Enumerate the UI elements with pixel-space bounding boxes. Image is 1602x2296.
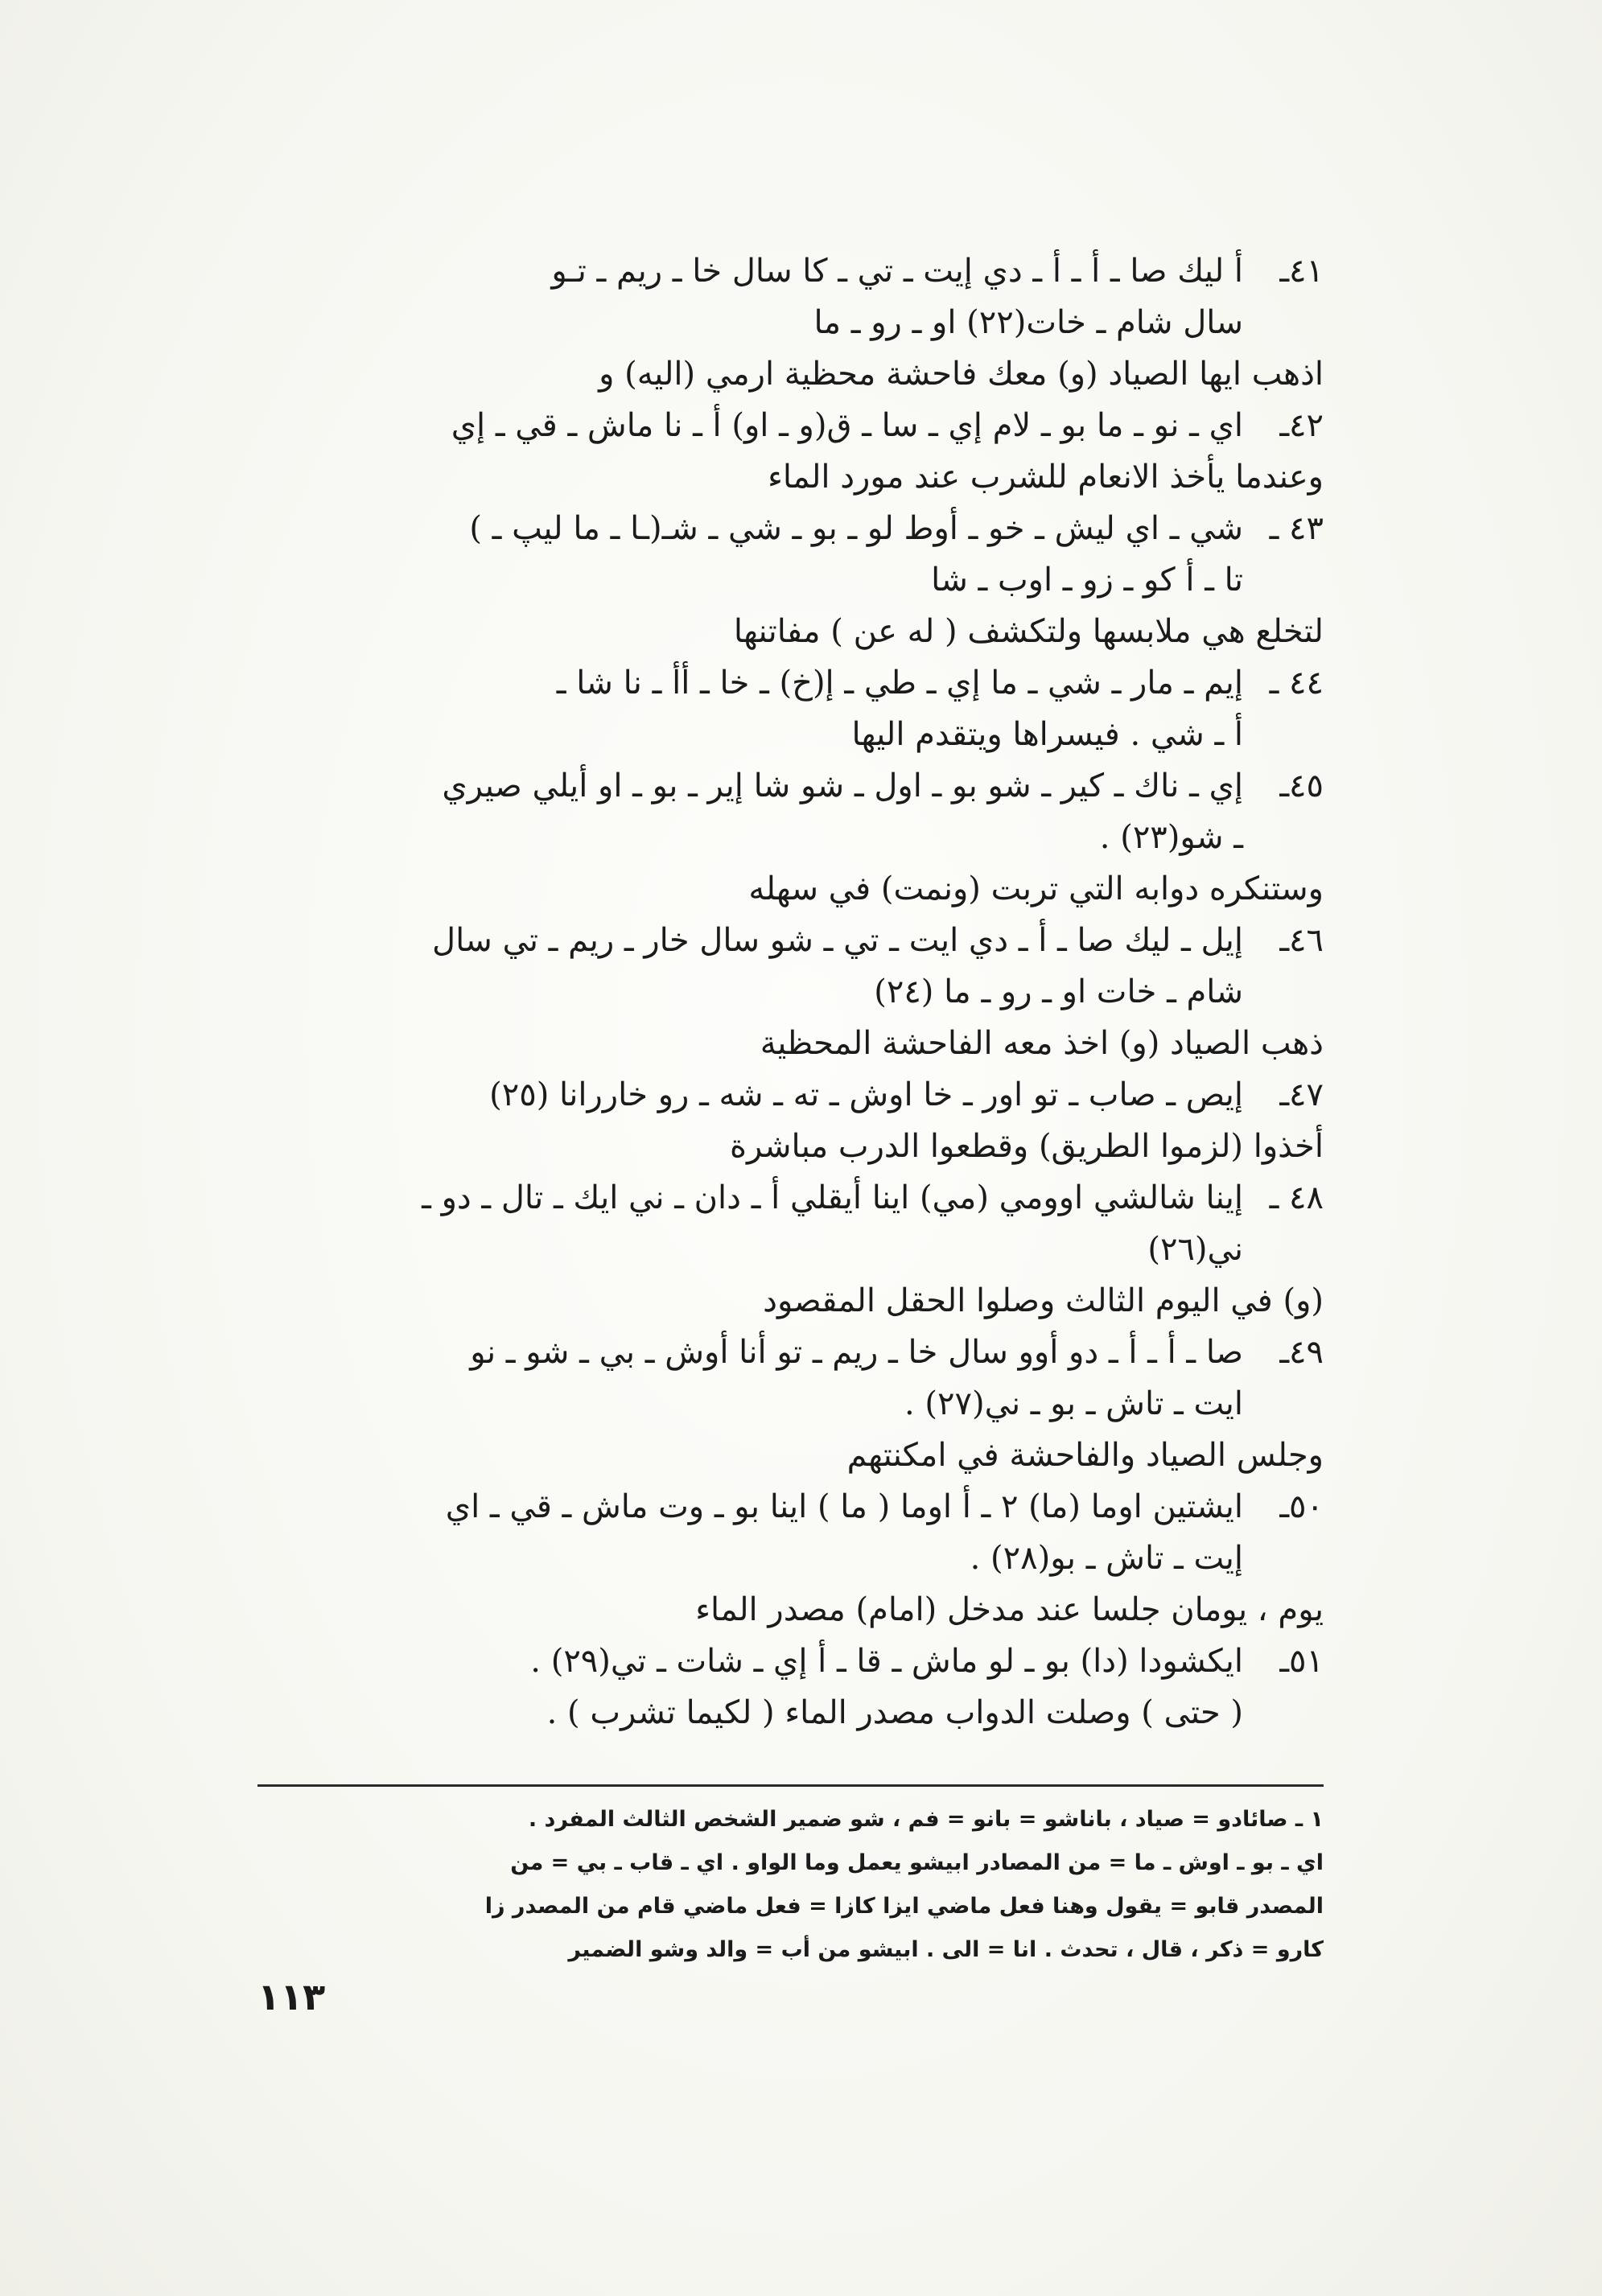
transliteration-line: شام ـ خات او ـ رو ـ ما (٢٤) — [874, 973, 1243, 1010]
translation-line: اذهب ايها الصياد (و) معك فاحشة محظية ارمي (اليه) و — [599, 356, 1324, 393]
translation-line: لتخلع هي ملابسها ولتكشف ( له عن ) مفاتنها — [733, 613, 1324, 650]
transliteration-line: إي ـ ناك ـ كير ـ شو بو ـ اول ـ شو شا إير ـ بو ـ او أيلي صيري — [442, 767, 1243, 804]
transliteration-line: أ ـ شي . فيسراها ويتقدم اليها — [851, 716, 1243, 753]
footnote-line: اي ـ بو ـ اوش ـ ما = من المصادر ابيشو يعمل وما الواو . اي ـ قاب ـ بي = من — [510, 1850, 1324, 1875]
page-number: ١١٣ — [257, 1975, 326, 2018]
entry-number: ٤٥ـ — [1279, 767, 1324, 804]
footnotes — [257, 1784, 1324, 1972]
transliteration-line: تا ـ أ كو ـ زو ـ اوب ـ شا — [931, 562, 1243, 599]
transliteration-line: أ ليك صا ـ أ ـ أ ـ دي إيت ـ تي ـ كا سال خا ـ ريم ـ تـو — [551, 253, 1243, 290]
transliteration-line: ( حتى ) وصلت الدواب مصدر الماء ( لكيما تشرب ) . — [546, 1694, 1243, 1731]
translation-line: أخذوا (لزموا الطريق) وقطعوا الدرب مباشرة — [729, 1128, 1324, 1165]
entry-number: ٥١ـ — [1279, 1643, 1324, 1680]
translation-line: وعندما يأخذ الانعام للشرب عند مورد الماء — [768, 459, 1324, 496]
entry-number: ٤٨ ـ — [1269, 1179, 1324, 1216]
entry-number: ٤٣ ـ — [1269, 510, 1324, 547]
entry-number: ٤٦ـ — [1279, 922, 1324, 959]
entry-number: ٤٢ـ — [1279, 407, 1324, 444]
transliteration-line: ني(٢٦) — [1147, 1231, 1243, 1268]
entry-45 — [257, 760, 1324, 915]
transliteration-line: إيم ـ مار ـ شي ـ ما إي ـ طي ـ إ(خ) ـ خا ـ أأ ـ نا شا ـ — [556, 665, 1243, 702]
transliteration-line: ايكشودا (دا) بو ـ لو ماش ـ قا ـ أ إي ـ شات ـ تي(٢٩) . — [530, 1643, 1243, 1680]
footnote-line: كارو = ذكر ، قال ، تحدث . انا = الى . ابيشو من أب = والد وشو الضمير — [568, 1937, 1324, 1962]
entry-number: ٤١ـ — [1279, 253, 1324, 290]
transliteration-line: اي ـ نو ـ ما بو ـ لام إي ـ سا ـ ق(و ـ او) أ ـ نا ماش ـ قي ـ إي — [451, 407, 1243, 444]
entry-41 — [257, 245, 1324, 400]
entry-number: ٤٧ـ — [1279, 1076, 1324, 1113]
entry-number: ٤٤ ـ — [1269, 665, 1324, 702]
entry-47 — [257, 1069, 1324, 1172]
translation-line: (و) في اليوم الثالث وصلوا الحقل المقصود — [763, 1282, 1324, 1319]
entry-48 — [257, 1172, 1324, 1327]
transliteration-line: سال شام ـ خات(٢٢) او ـ رو ـ ما — [813, 304, 1243, 341]
transliteration-line: ايت ـ تاش ـ بو ـ ني(٢٧) . — [904, 1385, 1243, 1422]
translation-line: وستنكره دوابه التي تربت (ونمت) في سهله — [748, 870, 1324, 907]
transliteration-line: شي ـ اي ليش ـ خو ـ أوط لو ـ بو ـ شي ـ شـ(ـا ـ ما ليپ ـ ) — [469, 510, 1243, 547]
translation-line: ذهب الصياد (و) اخذ معه الفاحشة المحظية — [760, 1025, 1324, 1062]
transliteration-line: صا ـ أ ـ أ ـ دو أوو سال خا ـ ريم ـ تو أنا أوش ـ بي ـ شو ـ نو — [470, 1334, 1243, 1371]
transliteration-line: إيل ـ ليك صا ـ أ ـ دي ايت ـ تي ـ شو سال خار ـ ريم ـ تي سال — [432, 922, 1243, 959]
transliteration-line: إينا شالشي اوومي (مي) اينا أيقلي أ ـ دان ـ ني ايك ـ تال ـ دو ـ — [422, 1179, 1243, 1216]
entry-number: ٥٠ـ — [1279, 1488, 1324, 1525]
transliteration-line: إيت ـ تاش ـ بو(٢٨) . — [970, 1540, 1243, 1577]
translation-line: وجلس الصياد والفاحشة في امكنتهم — [846, 1437, 1324, 1474]
entry-51 — [257, 1636, 1324, 1738]
entry-50 — [257, 1481, 1324, 1636]
entry-44 — [257, 657, 1324, 760]
entry-43 — [257, 503, 1324, 657]
entry-49 — [257, 1327, 1324, 1481]
footnote-line: المصدر قابو = يقول وهنا فعل ماضي ايزا كازا = فعل ماضي قام من المصدر زا — [484, 1894, 1324, 1919]
entry-46 — [257, 915, 1324, 1069]
transliteration-line: إيص ـ صاب ـ تو اور ـ خا اوش ـ ته ـ شه ـ رو خاررانا (٢٥) — [489, 1076, 1243, 1113]
transliteration-line: ايشتين اوما (ما) ٢ ـ أ اوما ( ما ) اينا بو ـ وت ماش ـ قي ـ اي — [445, 1488, 1243, 1525]
entry-number: ٤٩ـ — [1279, 1334, 1324, 1371]
transliteration-line: ـ شو(٢٣) . — [1099, 819, 1243, 856]
footnote-line: ١ ـ صائادو = صياد ، باناشو = بانو = فم ، شو ضمير الشخص الثالث المفرد . — [528, 1807, 1324, 1832]
translation-line: يوم ، يومان جلسا عند مدخل (امام) مصدر الماء — [695, 1591, 1324, 1628]
entry-42 — [257, 400, 1324, 503]
main-text — [257, 245, 1324, 1738]
